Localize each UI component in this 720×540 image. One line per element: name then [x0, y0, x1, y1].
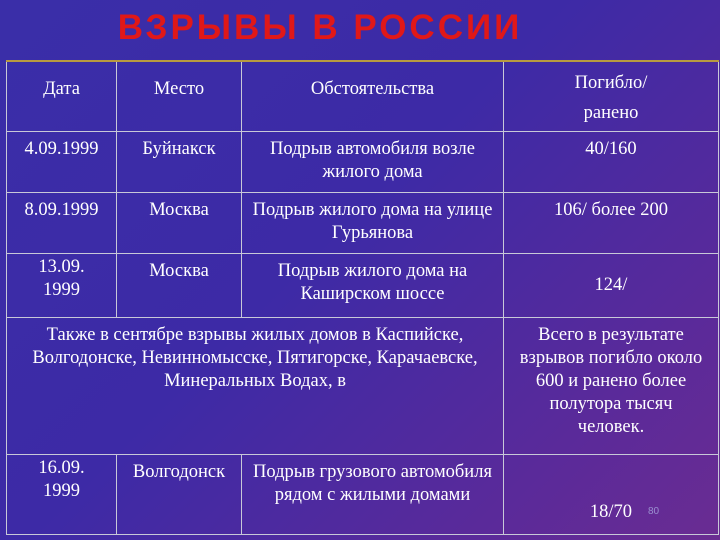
cell-date: 4.09.1999	[7, 131, 117, 192]
cell-date	[7, 253, 117, 317]
cell-place: Волгодонск	[117, 454, 242, 534]
page-number: 80	[648, 506, 660, 517]
header-casualties	[504, 61, 719, 131]
cell-date-text: 16.09. 1999	[38, 457, 85, 501]
table-row	[7, 131, 719, 192]
cell-circumstances: Подрыв жилого дома на улице Гурьянова	[242, 192, 504, 253]
header-date: Дата	[7, 61, 117, 131]
header-casualties-text: Погибло/ ранено	[574, 73, 648, 123]
cell-casualties: 18/70	[504, 454, 719, 534]
cell-place: Буйнакск	[117, 131, 242, 192]
cell-place: Москва	[117, 192, 242, 253]
cell-date	[7, 454, 117, 534]
explosions-table	[6, 60, 719, 535]
table-header-row	[7, 61, 719, 131]
table-row	[7, 454, 719, 534]
cell-circumstances: Подрыв жилого дома на Каширском шоссе	[242, 253, 504, 317]
cell-date: 8.09.1999	[7, 192, 117, 253]
table-row	[7, 317, 719, 454]
cell-casualties: 40/160	[504, 131, 719, 192]
cell-summary: Всего в результате взрывов погибло около 600 и ранено более полутора тысяч человек.	[504, 317, 719, 454]
cell-casualties: 124/	[504, 253, 719, 317]
table-row	[7, 253, 719, 317]
cell-circumstances: Подрыв автомобиля возле жилого дома	[242, 131, 504, 192]
page-title: ВЗРЫВЫ В РОССИИ	[117, 8, 523, 47]
table-row	[7, 192, 719, 253]
cell-circumstances: Подрыв грузового автомобиля рядом с жилыми домами	[242, 454, 504, 534]
cell-place: Москва	[117, 253, 242, 317]
cell-casualties: 106/ более 200	[504, 192, 719, 253]
header-circumstances: Обстоятельства	[242, 61, 504, 131]
header-place: Место	[117, 61, 242, 131]
cell-date-text: 13.09. 1999	[38, 256, 85, 300]
cell-note: Также в сентябре взрывы жилых домов в Каспийске, Волгодонске, Невинномысске, Пятигорске, Карачаевске, Минеральных Водах, в	[7, 317, 504, 454]
